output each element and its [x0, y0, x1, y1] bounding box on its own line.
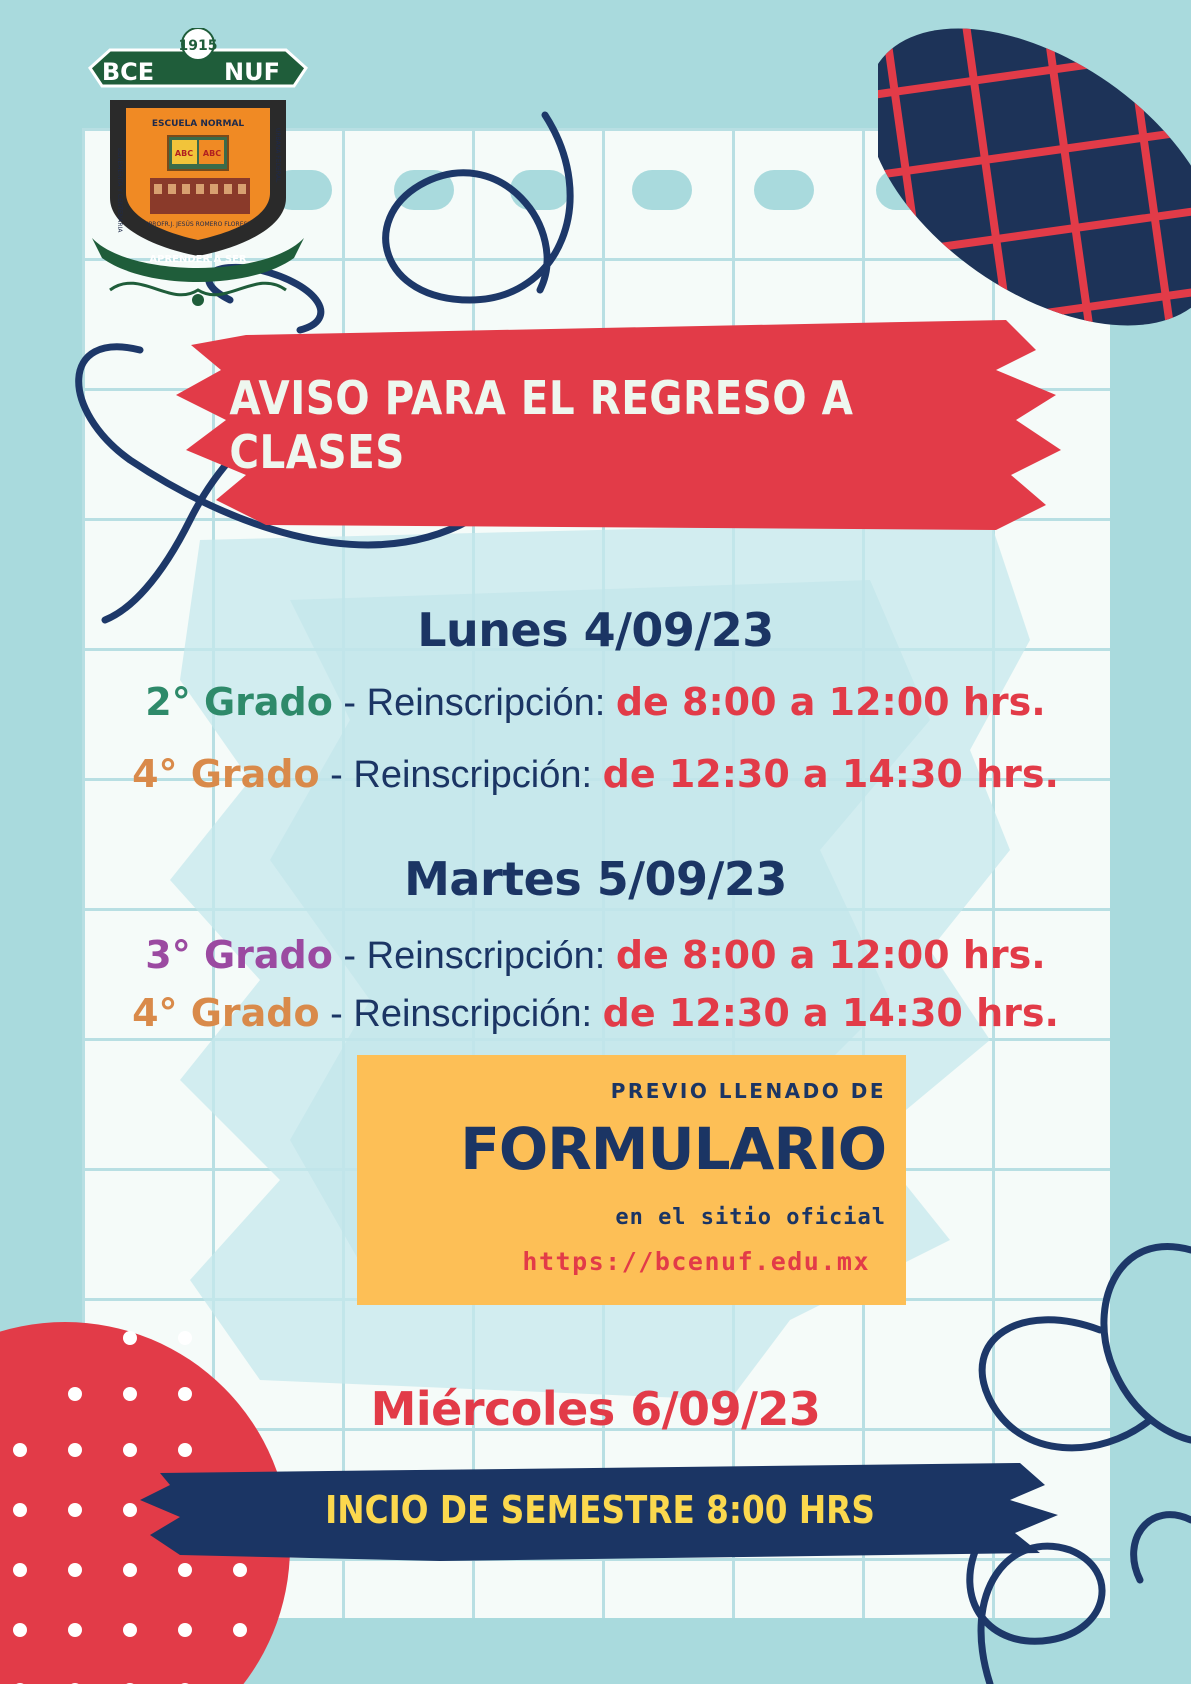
schedule-row	[0, 680, 1191, 725]
reinscription-label: Reinscripción:	[366, 935, 616, 977]
grade-label: 3° Grado	[145, 933, 333, 977]
time-range: de 8:00 a 12:00 hrs.	[615, 933, 1046, 977]
logo-book-left: ABC	[174, 149, 194, 158]
form-sub-text: en el sitio oficial	[615, 1205, 886, 1230]
form-notice-box	[357, 1055, 906, 1305]
logo-year: 1915	[178, 38, 218, 54]
schedule-row	[0, 991, 1191, 1036]
day-heading-wednesday: Miércoles 6/09/23	[370, 1382, 821, 1436]
grade-label: 2° Grado	[145, 680, 333, 724]
logo-bottom-arc: "PROFR.J. JESÚS ROMERO FLORES"	[145, 221, 251, 228]
plaid-oval-decoration	[878, 12, 1191, 342]
paper-hole	[754, 170, 814, 210]
semester-start-text: INCIO DE SEMESTRE 8:00 HRS	[325, 1488, 875, 1532]
logo-book-right: ABC	[202, 149, 222, 158]
form-pre-text: PREVIO LLENADO DE	[610, 1079, 886, 1103]
time-range: de 8:00 a 12:00 hrs.	[615, 680, 1046, 724]
logo-right-side: URBANA FEDERAL	[274, 128, 281, 183]
separator: -	[319, 993, 354, 1035]
paper-hole	[510, 170, 570, 210]
form-url-link[interactable]: https://bcenuf.edu.mx	[522, 1247, 870, 1276]
reinscription-label: Reinscripción:	[366, 682, 616, 724]
time-range: de 12:30 a 14:30 hrs.	[602, 752, 1059, 796]
separator: -	[332, 935, 367, 977]
paper-hole	[394, 170, 454, 210]
logo-right-text: NUF	[224, 58, 280, 86]
separator: -	[332, 682, 367, 724]
schedule-row	[0, 933, 1191, 978]
logo-motto: APRENDER A SER	[149, 254, 247, 265]
form-main-text: FORMULARIO	[460, 1115, 886, 1183]
grade-label: 4° Grado	[132, 752, 320, 796]
page-title: AVISO PARA EL REGRESO A CLASES	[229, 371, 854, 479]
semester-start-banner	[140, 1455, 1060, 1565]
reinscription-label: Reinscripción:	[353, 993, 603, 1035]
paper-hole	[632, 170, 692, 210]
grade-label: 4° Grado	[132, 991, 320, 1035]
day-heading-tuesday: Martes 5/09/23	[404, 852, 787, 906]
separator: -	[319, 754, 354, 796]
logo-left-side: BENEMÉRITA Y CENTENARIA	[116, 148, 123, 233]
time-range: de 12:30 a 14:30 hrs.	[602, 991, 1059, 1035]
title-banner	[176, 310, 1066, 540]
logo-top-arc: ESCUELA NORMAL	[151, 119, 245, 129]
schedule-row	[0, 752, 1191, 797]
school-logo	[80, 28, 316, 314]
reinscription-label: Reinscripción:	[353, 754, 603, 796]
day-heading-monday: Lunes 4/09/23	[417, 603, 774, 657]
logo-left-text: BCE	[101, 58, 155, 86]
